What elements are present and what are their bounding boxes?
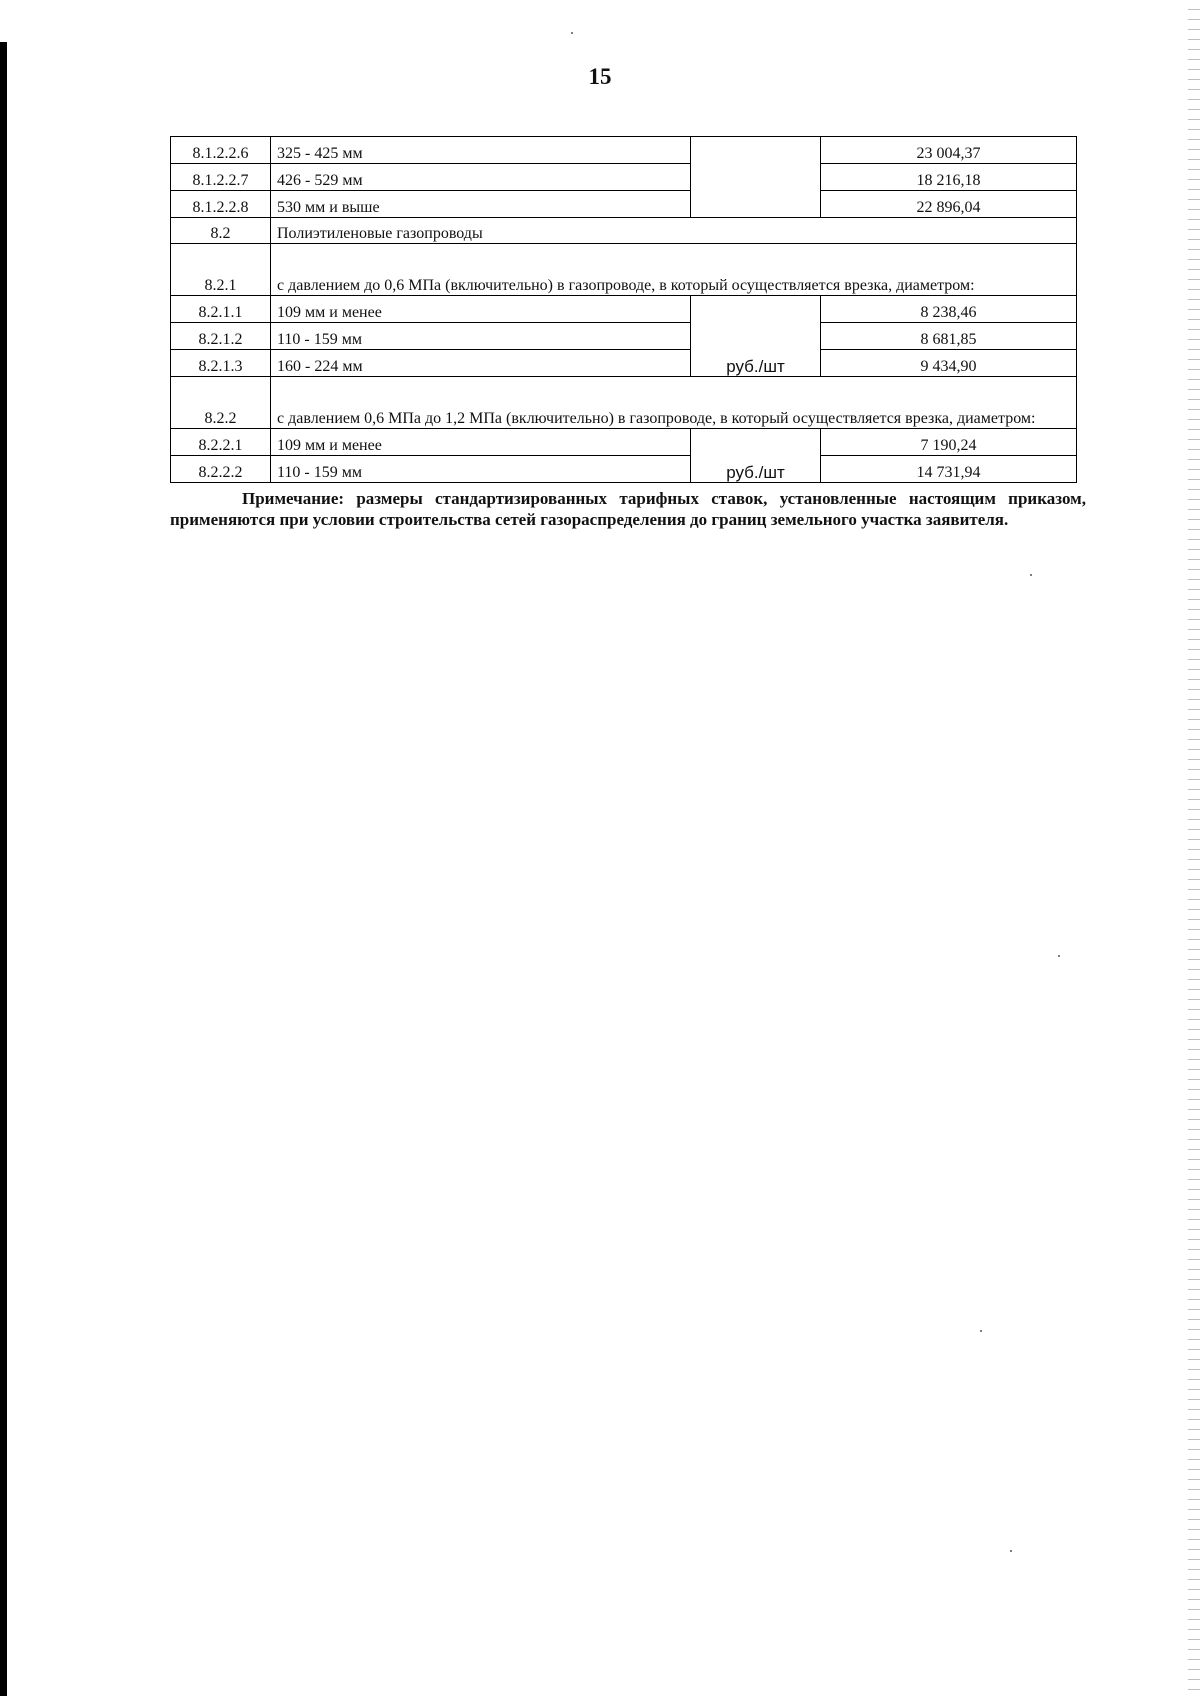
row-code: 8.2.1.2 [171, 323, 271, 350]
scan-speck [1030, 574, 1032, 576]
scan-speck [980, 1330, 982, 1332]
scan-speck [1058, 955, 1060, 957]
row-unit: руб./шт [691, 296, 821, 377]
section-row [171, 218, 1077, 244]
row-price: 14 731,94 [821, 456, 1077, 483]
row-price: 8 681,85 [821, 323, 1077, 350]
row-unit: руб./шт [691, 429, 821, 483]
section-row [171, 244, 1077, 296]
row-name: 160 - 224 мм [271, 350, 691, 377]
scan-speck [1010, 1550, 1012, 1552]
row-code: 8.2.2.2 [171, 456, 271, 483]
section-title: Полиэтиленовые газопроводы [271, 218, 1077, 244]
section-code: 8.2 [171, 218, 271, 244]
table-row [171, 429, 1077, 456]
row-code: 8.1.2.2.6 [171, 137, 271, 164]
row-price: 9 434,90 [821, 350, 1077, 377]
row-code: 8.2.1.3 [171, 350, 271, 377]
page-number: 15 [588, 64, 612, 89]
row-code: 8.1.2.2.7 [171, 164, 271, 191]
row-price: 18 216,18 [821, 164, 1077, 191]
row-name: 109 мм и менее [271, 296, 691, 323]
table-row [171, 164, 1077, 191]
section-code: 8.2.1 [171, 244, 271, 296]
table-row [171, 323, 1077, 350]
table-row [171, 456, 1077, 483]
section-code: 8.2.2 [171, 377, 271, 429]
row-price: 23 004,37 [821, 137, 1077, 164]
scan-border [1188, 0, 1200, 1696]
row-price: 8 238,46 [821, 296, 1077, 323]
row-name: 325 - 425 мм [271, 137, 691, 164]
row-unit [691, 137, 821, 218]
row-name: 110 - 159 мм [271, 456, 691, 483]
row-code: 8.2.2.1 [171, 429, 271, 456]
section-title: с давлением до 0,6 МПа (включительно) в газопроводе, в который осуществляется врезка, диаметром: [271, 244, 1077, 296]
row-name: 109 мм и менее [271, 429, 691, 456]
row-name: 110 - 159 мм [271, 323, 691, 350]
footnote: Примечание: размеры стандартизированных тарифных ставок, установленные настоящим приказом, применяются при условии строительства сетей газораспределения до границ земельного участка заявителя. [170, 489, 1086, 529]
tariff-table [170, 136, 1077, 483]
row-price: 7 190,24 [821, 429, 1077, 456]
table-row [171, 296, 1077, 323]
table-row [171, 191, 1077, 218]
row-name: 426 - 529 мм [271, 164, 691, 191]
scan-edge [0, 42, 7, 1696]
section-title: с давлением 0,6 МПа до 1,2 МПа (включительно) в газопроводе, в который осуществляется врезка, диаметром: [271, 377, 1077, 429]
row-price: 22 896,04 [821, 191, 1077, 218]
row-code: 8.2.1.1 [171, 296, 271, 323]
table-row [171, 350, 1077, 377]
scan-speck [571, 32, 573, 34]
row-code: 8.1.2.2.8 [171, 191, 271, 218]
row-name: 530 мм и выше [271, 191, 691, 218]
section-row [171, 377, 1077, 429]
table-row [171, 137, 1077, 164]
